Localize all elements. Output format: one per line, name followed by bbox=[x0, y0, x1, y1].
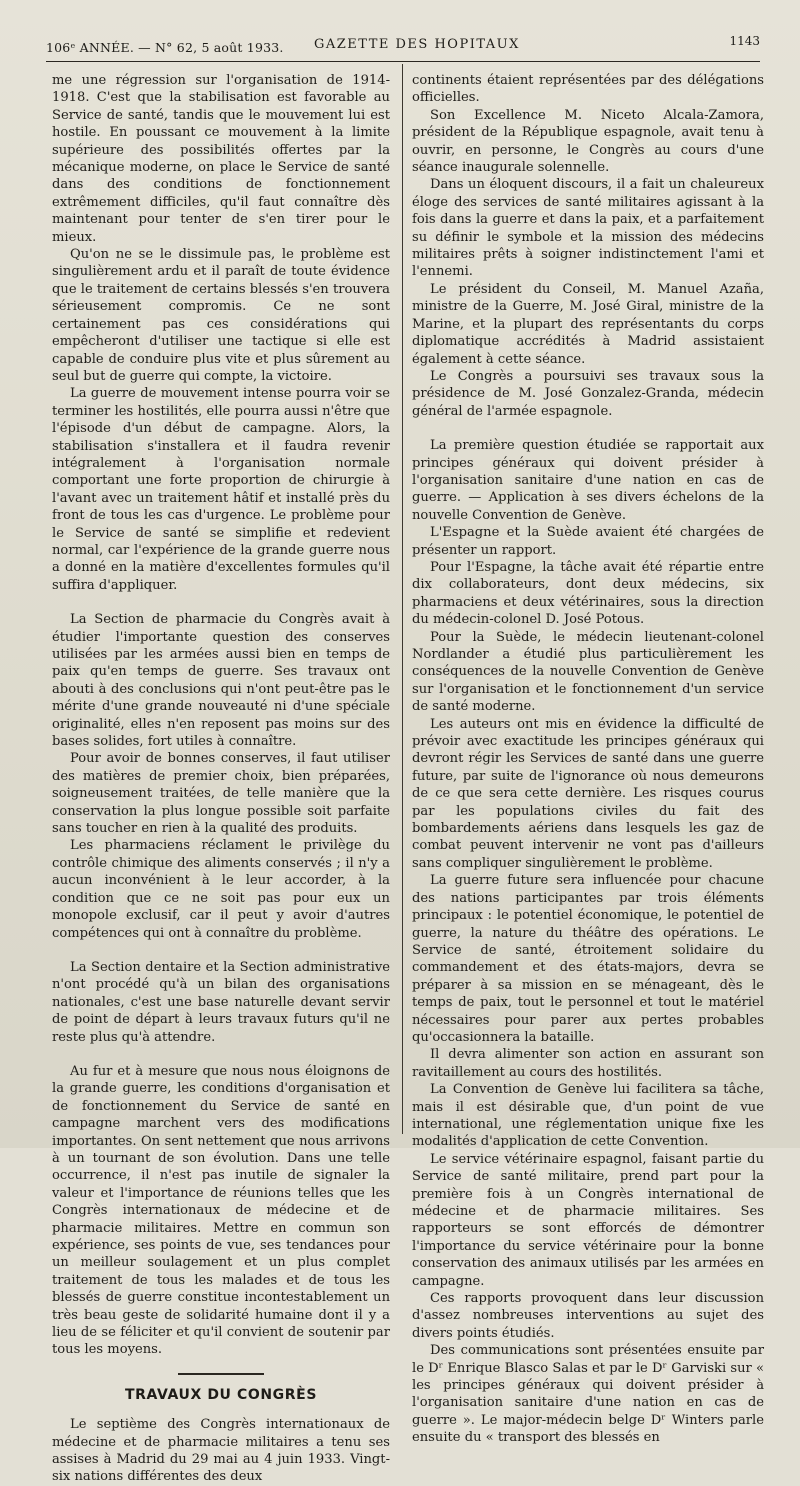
paragraph: La Section dentaire et la Section administrative n'ont procédé qu'à un bilan des organisations nationales, c'est une base naturelle devant servir de point de départ à leurs travaux futurs qu'il ne reste plus qu'à attendre. bbox=[52, 959, 390, 1045]
paragraph: La guerre future sera influencée pour chacune des nations participantes par trois éléments principaux : le potentiel économique, le potentiel de guerre, la nature du théâtre des opérations. Le Service de santé, étroitement solidaire du commandement et des états-majors, devra se préparer à sa mission en se ménageant, dès le temps de paix, tout le personnel et tout le matériel nécessaires pour parer aux pertes probables qu'occasionnera la bataille. bbox=[412, 873, 764, 1045]
paragraph: La Convention de Genève lui facilitera sa tâche, mais il est désirable que, d'un point de vue international, une réglementation unique fixe les modalités d'application de cette Convention. bbox=[412, 1082, 764, 1150]
paragraph: Des communications sont présentées ensuite par le Dʳ Enrique Blasco Salas et par le Dʳ Garviski sur « les principes généraux qui doivent présider à l'organisation sanitaire d'une nation en cas de guerre ». Le major-médecin belge Dʳ Winters parle ensuite du « transport des blessés en bbox=[412, 1343, 764, 1446]
journal-title: GAZETTE DES HOPITAUX bbox=[314, 37, 520, 52]
paragraph: Dans un éloquent discours, il a fait un chaleureux éloge des services de santé militaires agissant à la fois dans la guerre et dans la paix, et a parfaitement su définir le symbole et la mission des médecins militaires prêts à soigner indistinctement l'ami et l'ennemi. bbox=[412, 177, 764, 280]
left-column bbox=[52, 72, 390, 1486]
paragraph: Pour l'Espagne, la tâche avait été répartie entre dix collaborateurs, dont deux médecins, six pharmaciens et deux vétérinaires, sous la direction du médecin-colonel D. José Potous. bbox=[412, 559, 764, 628]
right-column bbox=[412, 72, 764, 1447]
paragraph: Il devra alimenter son action en assurant son ravitaillement au cours des hostilités. bbox=[412, 1047, 764, 1080]
paragraph: Son Excellence M. Niceto Alcala-Zamora, président de la République espagnole, avait tenu à ouvrir, en personne, le Congrès au cours d'une séance inaugurale solennelle. bbox=[412, 107, 764, 176]
paragraph: Pour avoir de bonnes conserves, il faut utiliser des matières de premier choix, bien préparées, soigneusement traitées, de telle manière que la conservation la plus longue possible soit parfaite sans toucher en rien à la qualité des produits. bbox=[52, 751, 390, 837]
paragraph: La première question étudiée se rapportait aux principes généraux qui doivent présider à l'organisation sanitaire d'une nation en cas de guerre. — Application à ses divers échelons de la nouvelle Convention de Genève. bbox=[412, 438, 764, 523]
section-title: TRAVAUX DU CONGRÈS bbox=[124, 1386, 317, 1403]
section-divider bbox=[178, 1373, 264, 1375]
paragraph: Le Congrès a poursuivi ses travaux sous la présidence de M. José Gonzalez-Granda, médecin général de l'armée espagnole. bbox=[412, 368, 764, 419]
paragraph: me une régression sur l'organisation de 1914-1918. C'est que la stabilisation est favorable au Service de santé, tandis que le mouvement lui est hostile. En poussant ce mouvement à la limite supérieure des possibilités offertes par la mécanique moderne, on place le Service de santé dans des conditions de fonctionnement extrêmement difficiles, qu'il faut connaître dès maintenant pour tenter de s'en tirer pour le mieux. bbox=[52, 73, 390, 245]
paragraph: Pour la Suède, le médecin lieutenant-colonel Nordlander a étudié plus particulièrement les conséquences de la nouvelle Convention de Genève sur l'organisation et le fonctionnement d'un service de santé moderne. bbox=[412, 629, 764, 715]
paragraph: Ces rapports provoquent dans leur discussion d'assez nombreuses interventions au sujet des divers points étudiés. bbox=[412, 1291, 764, 1341]
paragraph: Les pharmaciens réclament le privilège du contrôle chimique des aliments conservés ; il n'y a aucun inconvénient à le leur accorder, à la condition que ce ne soit pas pour eux un monopole exclusif, car il peut y avoir d'autres compétences qui ont à connaître du problème. bbox=[52, 838, 390, 941]
paragraph: continents étaient représentées par des délégations officielles. bbox=[412, 73, 764, 106]
paragraph: La Section de pharmacie du Congrès avait à étudier l'importante question des conserves utilisées par les armées aussi bien en temps de paix qu'en temps de guerre. Ses travaux ont abouti à des conclusions qui n'ont peut-être pas le mérite d'une grande nouveauté ni d'une spéciale originalité, elles n'en reposent pas moins sur des bases solides, fort utiles à connaître. bbox=[52, 612, 390, 750]
paragraph: Le septième des Congrès internationaux de médecine et de pharmacie militaires a tenu ses assises à Madrid du 29 mai au 4 juin 1933. Vingt-six nations différentes des deux bbox=[52, 1417, 390, 1485]
paragraph: Qu'on ne se le dissimule pas, le problème est singulièrement ardu et il paraît de toute évidence que le traitement de certains blessés s'en trouvera sérieusement compromis. Ce ne sont certainement pas ces considérations qui empêcheront d'utiliser une tactique si elle est capable de conduire plus vite et plus sûrement au seul but de guerre qui compte, la victoire. bbox=[52, 247, 390, 384]
issue-info: 106ᵉ ANNÉE. — N° 62, 5 août 1933. bbox=[46, 40, 284, 55]
page-number: 1143 bbox=[729, 34, 760, 48]
column-divider bbox=[402, 64, 403, 1134]
header-rule bbox=[46, 61, 760, 62]
paragraph: Les auteurs ont mis en évidence la difficulté de prévoir avec exactitude les principes généraux qui devront régir les Services de santé dans une guerre future, par suite de l'ignorance où nous demeurons de ce que sera cette dernière. Les risques courus par les populations civiles du fait des bombardements aériens dans lesquels les gaz de combat peuvent intervenir ne vont pas d'ailleurs sans compliquer singulièrement le problème. bbox=[412, 716, 764, 871]
paragraph: La guerre de mouvement intense pourra voir se terminer les hostilités, elle pourra aussi n'être que l'épisode d'un début de campagne. Alors, la stabilisation s'installera et il faudra revenir intégralement à l'organisation normale comportant une forte proportion de chirurgie à l'avant avec un traitement hâtif et installé près du front de tous les cas d'urgence. Le problème pour le Service de santé se simplifie et redevient normal, car l'expérience de la grande guerre nous a donné en la matière d'excellentes formules qu'il suffira d'appliquer. bbox=[52, 386, 390, 593]
paragraph: L'Espagne et la Suède avaient été chargées de présenter un rapport. bbox=[412, 525, 764, 558]
page-header bbox=[46, 34, 760, 56]
paragraph: Le président du Conseil, M. Manuel Azaña, ministre de la Guerre, M. José Giral, ministre de la Marine, et la plupart des représentants du corps diplomatique accrédités à Madrid assistaient également à cette séance. bbox=[412, 281, 764, 367]
paragraph: Au fur et à mesure que nous nous éloignons de la grande guerre, les conditions d'organisation et de fonctionnement du Service de santé en campagne marchent vers des modifications importantes. On sent nettement que nous arrivons à un tournant de son évolution. Dans une telle occurrence, il n'est pas inutile de signaler la valeur et l'importance de réunions telles que les Congrès internationaux de médecine et de pharmacie militaires. Mettre en commun son expérience, ses points de vue, ses tendances pour un meilleur soulagement et un plus complet traitement de tous les malades et de tous les blessés de guerre constitue incontestablement un très beau geste de solidarité humaine dont il y a lieu de se féliciter et qu'il convient de soutenir par tous les moyens. bbox=[52, 1063, 390, 1358]
paragraph: Le service vétérinaire espagnol, faisant partie du Service de santé militaire, prend part pour la première fois à un Congrès international de médecine et de pharmacie militaires. Ses rapporteurs se sont efforcés de démontrer l'importance du service vétérinaire pour la bonne conservation des animaux utilisés par les armées en campagne. bbox=[412, 1151, 764, 1289]
